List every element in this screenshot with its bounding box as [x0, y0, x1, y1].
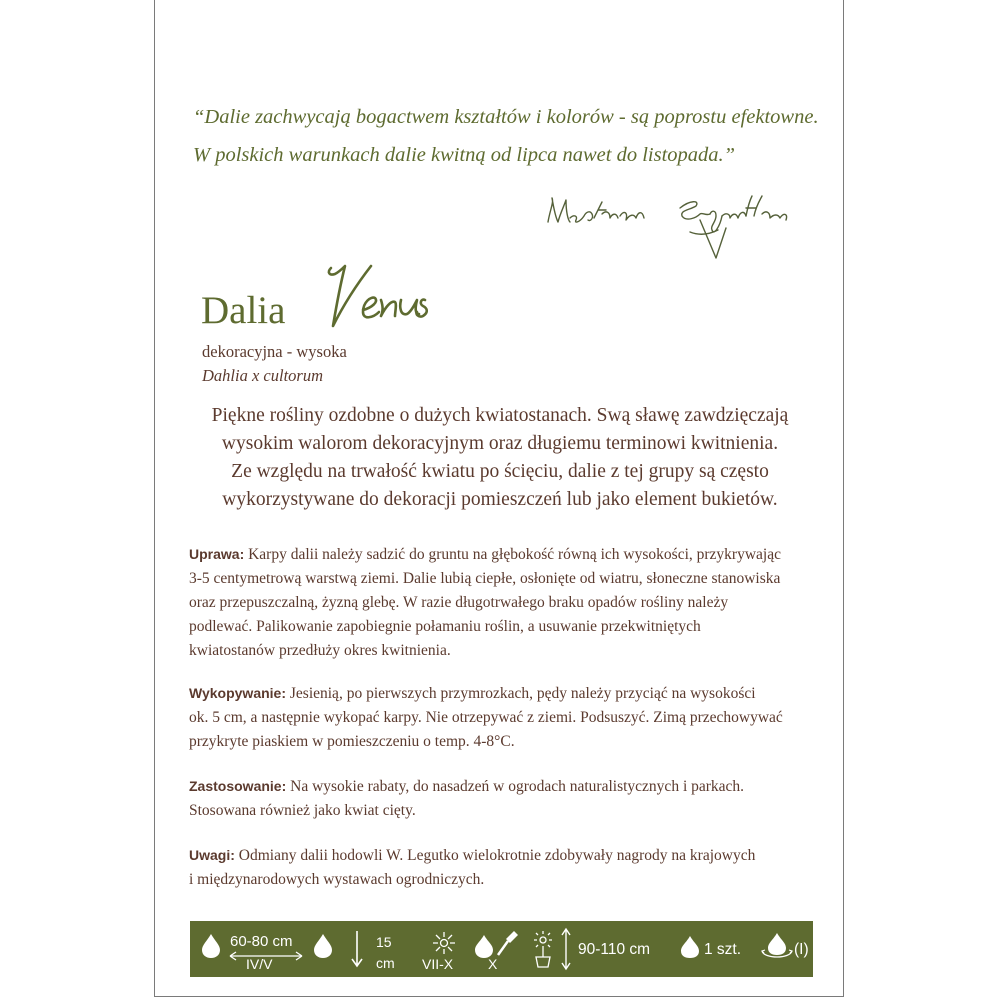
intro-line: Ze względu na trwałość kwiatu po ścięciu, dalie z tej grupy są często	[231, 461, 769, 482]
section-text: Stosowana również jako kwiat cięty.	[189, 802, 416, 819]
intro-line: Piękne rośliny ozdobne o dużych kwiatostanach. Swą sławę zawdzięczają	[211, 405, 789, 426]
section-text: przykryte piaskiem w pomieszczeniu o temp. 4-8°C.	[189, 733, 515, 750]
tuber-icon	[200, 933, 222, 959]
tuber-grade: (I)	[794, 941, 809, 958]
planting-info-bar	[190, 921, 813, 977]
section-wykopywanie	[189, 681, 839, 754]
tuber-icon	[312, 933, 334, 959]
handwritten-signature	[540, 170, 825, 270]
quantity: 1 szt.	[704, 941, 742, 958]
tuber-icon	[680, 935, 700, 959]
section-uprawa	[189, 542, 839, 663]
tuber-size-icon	[760, 931, 794, 961]
depth-arrow-icon	[350, 929, 364, 969]
digging-month: X	[488, 956, 498, 972]
spacing-value: 60-80 cm	[230, 933, 293, 950]
quote-line-2: W polskich warunkach dalie kwitną od lipca nawet do listopada.”	[193, 144, 736, 166]
flowering-months: VII-X	[422, 956, 454, 972]
section-label: Uwagi:	[189, 847, 235, 863]
quote-line-1: “Dalie zachwycają bogactwem kształtów i kolorów - są poprostu efektowne.	[193, 106, 819, 128]
intro-line: wysokim walorom dekoracyjnym oraz długiemu terminowi kwitnienia.	[221, 433, 779, 454]
section-uwagi	[189, 843, 839, 892]
section-text: kwiatostanów przedłuży okres kwitnienia.	[189, 642, 451, 659]
section-text: oraz przepuszczalną, żyzną glebę. W razie długotrwałego braku opadów rośliny należy	[189, 594, 729, 611]
title-genus: Dalia	[201, 289, 286, 332]
product-title	[201, 262, 601, 342]
section-text: i międzynarodowych wystawach ogrodniczych.	[189, 871, 485, 888]
section-text: Jesienią, po pierwszych przymrozkach, pędy należy przyciąć na wysokości	[286, 685, 756, 702]
product-subtitle: dekoracyjna - wysoka	[202, 342, 347, 361]
section-zastosowanie	[189, 774, 839, 823]
section-label: Uprawa:	[189, 546, 245, 562]
section-text: 3-5 centymetrową warstwą ziemi. Dalie lubią ciepłe, osłonięte od wiatru, słoneczne stanowiska	[189, 570, 781, 587]
depth-value: 15	[376, 934, 392, 950]
title-variety-script	[323, 262, 483, 340]
flower-icon	[432, 931, 456, 955]
section-text: Na wysokie rabaty, do nasadzeń w ogrodach naturalistycznych i parkach.	[286, 778, 745, 795]
digging-icon	[474, 929, 518, 959]
intro-paragraph	[155, 402, 845, 514]
height-arrow-icon	[560, 927, 572, 971]
latin-name: Dahlia x cultorum	[202, 366, 323, 385]
flower-pot-icon	[530, 929, 556, 969]
section-label: Zastosowanie:	[189, 778, 287, 794]
section-label: Wykopywanie:	[189, 685, 286, 701]
plant-height: 90-110 cm	[578, 941, 651, 958]
intro-line: wykorzystywane do dekoracji pomieszczeń lub jako element bukietów.	[222, 489, 778, 510]
depth-unit: cm	[376, 955, 395, 971]
section-text: Odmiany dalii hodowli W. Legutko wielokrotnie zdobywały nagrody na krajowych	[234, 847, 756, 864]
section-text: Karpy dalii należy sadzić do gruntu na głębokość równą ich wysokości, przykrywając	[244, 546, 781, 563]
section-text: ok. 5 cm, a następnie wykopać karpy. Nie otrzepywać z ziemi. Podsuszyć. Zimą przechowywać	[189, 709, 783, 726]
label-card	[154, 0, 844, 997]
section-text: podlewać. Palikowanie zapobiegnie połamaniu roślin, a usuwanie przekwitniętych	[189, 618, 701, 635]
planting-time: IV/V	[246, 956, 273, 972]
breeder-quote	[193, 98, 833, 174]
